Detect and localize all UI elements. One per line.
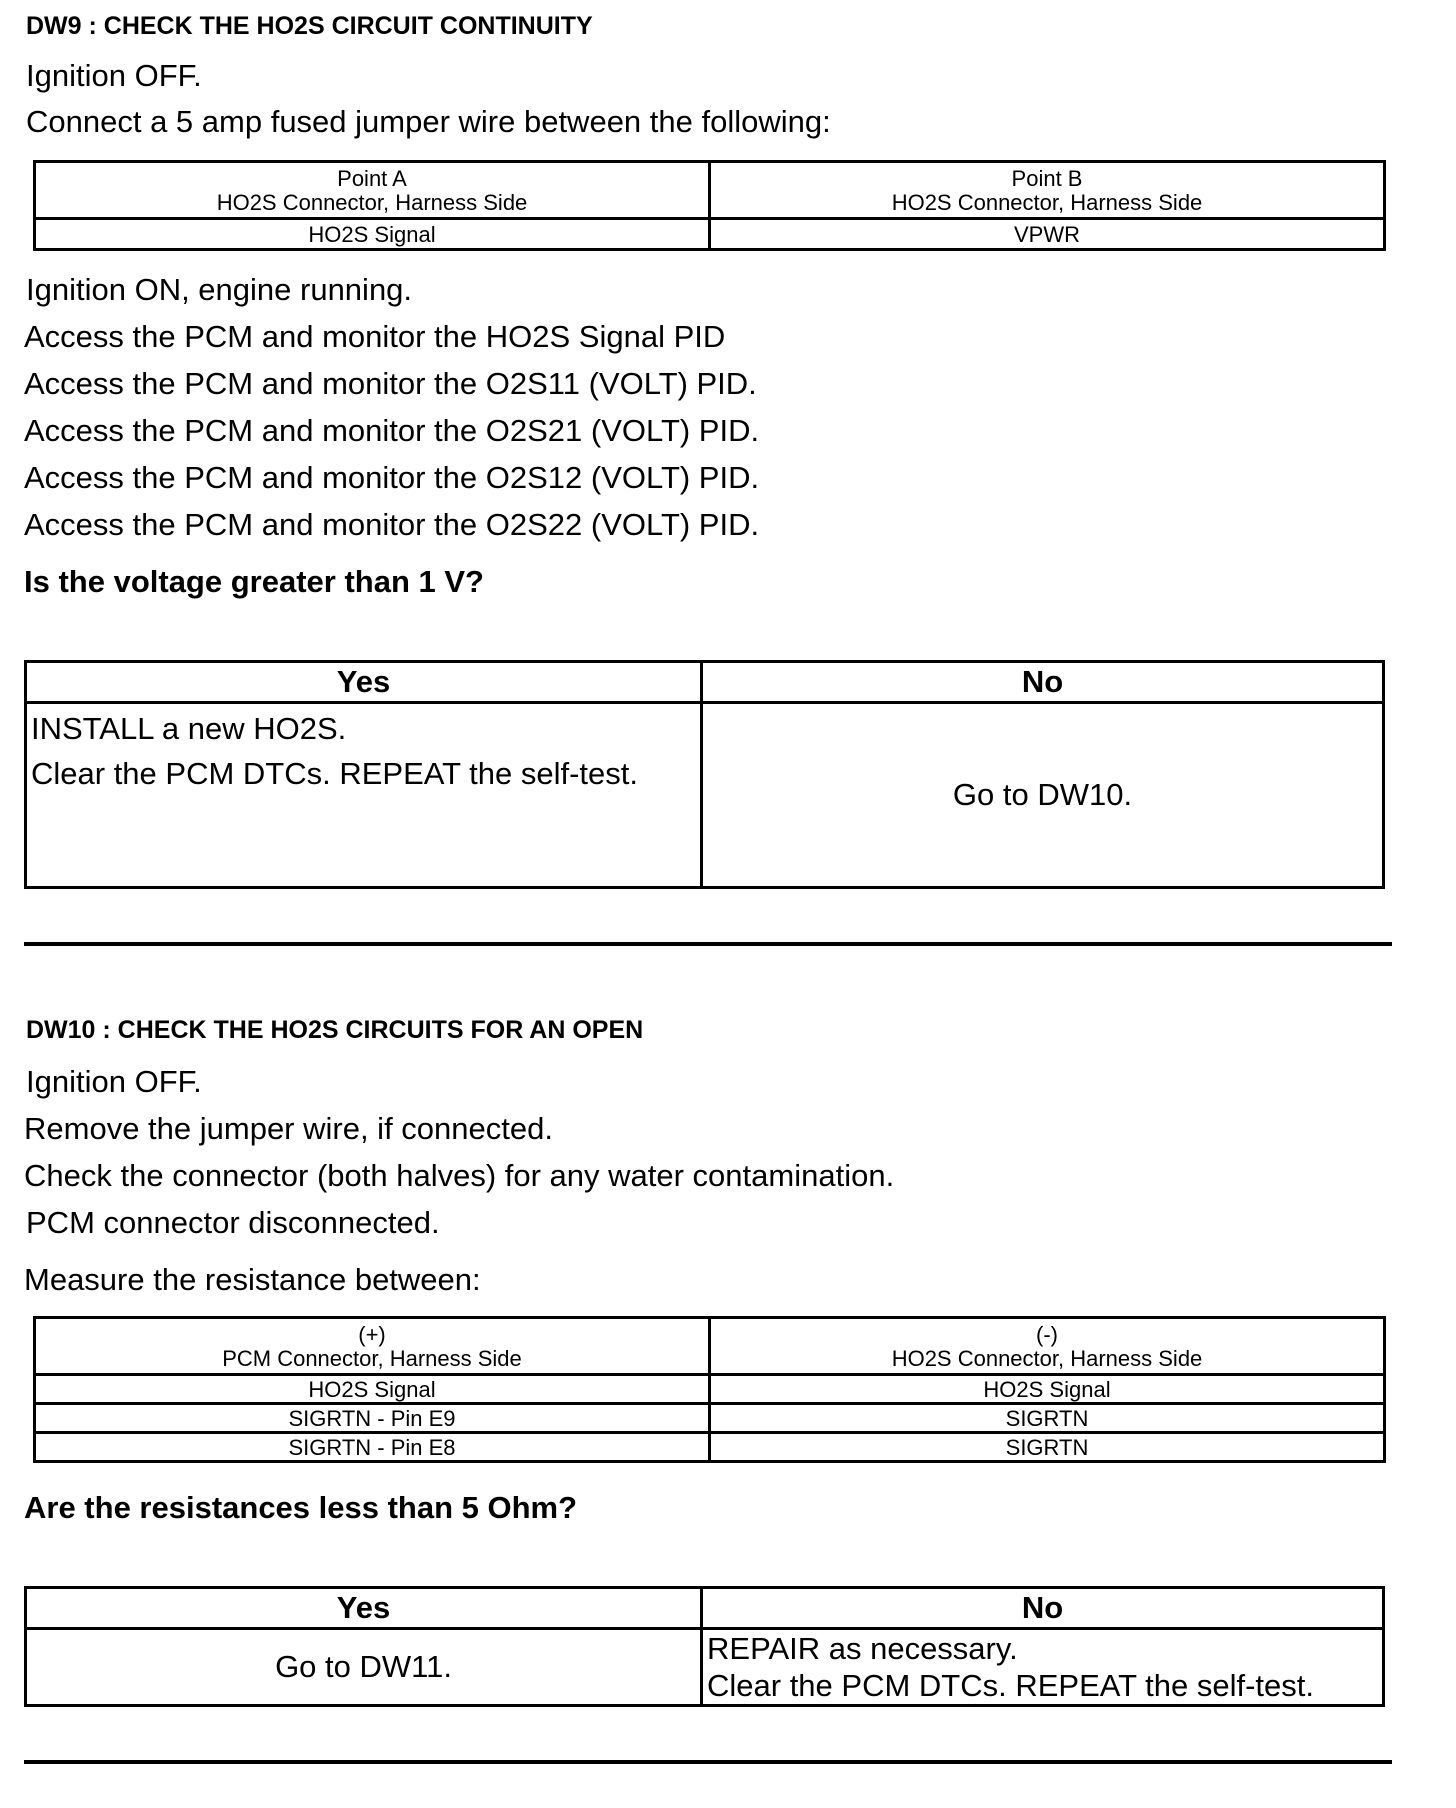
table-row [35, 1433, 1385, 1462]
negative-cell: SIGRTN [710, 1433, 1385, 1462]
dw9-connection-table [33, 160, 1386, 251]
dw10-question: Are the resistances less than 5 Ohm? [24, 1490, 578, 1525]
dw9-step-5: Access the PCM and monitor the O2S11 (VOLT) PID. [24, 366, 757, 401]
no-cell [702, 1629, 1384, 1706]
table-row [35, 1375, 1385, 1404]
positive-cell: HO2S Signal [35, 1375, 710, 1404]
decision-header-row [26, 1588, 1384, 1629]
yes-header: Yes [26, 662, 702, 703]
point-b-header [710, 162, 1385, 219]
no-line-1: REPAIR as necessary. [707, 1631, 1018, 1666]
dw9-question: Is the voltage greater than 1 V? [24, 564, 484, 599]
no-line-2: Clear the PCM DTCs. REPEAT the self-test. [707, 1668, 1314, 1703]
dw10-measure-text: Measure the resistance between: [24, 1262, 481, 1297]
dw10-decision-table [24, 1586, 1385, 1707]
no-cell: Go to DW10. [702, 703, 1384, 888]
positive-header [35, 1318, 710, 1375]
point-b-cell: VPWR [710, 219, 1385, 250]
negative-location: HO2S Connector, Harness Side [891, 1346, 1203, 1371]
point-a-label: Point A [337, 166, 407, 191]
yes-header: Yes [26, 1588, 702, 1629]
table-header-row [35, 162, 1385, 219]
point-a-cell: HO2S Signal [35, 219, 710, 250]
dw10-measure-table [33, 1316, 1386, 1463]
table-header-row [35, 1318, 1385, 1375]
negative-cell: SIGRTN [710, 1404, 1385, 1433]
dw10-step-1: Ignition OFF. [26, 1064, 202, 1099]
point-a-location: HO2S Connector, Harness Side [216, 190, 528, 215]
positive-cell: SIGRTN - Pin E9 [35, 1404, 710, 1433]
decision-row [26, 703, 1384, 888]
positive-label: (+) [358, 1322, 386, 1347]
no-header: No [702, 662, 1384, 703]
dw9-step-1: Ignition OFF. [26, 58, 202, 93]
no-header: No [702, 1588, 1384, 1629]
dw9-step-4: Access the PCM and monitor the HO2S Signal PID [24, 319, 726, 354]
dw10-step-4: PCM connector disconnected. [26, 1205, 440, 1240]
dw9-decision-table [24, 660, 1385, 889]
decision-row [26, 1629, 1384, 1706]
point-b-label: Point B [1011, 166, 1083, 191]
yes-cell: Go to DW11. [26, 1629, 702, 1706]
section-divider [24, 1760, 1392, 1764]
negative-header [710, 1318, 1385, 1375]
point-b-location: HO2S Connector, Harness Side [891, 190, 1203, 215]
dw9-step-2: Connect a 5 amp fused jumper wire between the following: [26, 104, 831, 139]
dw9-step-7: Access the PCM and monitor the O2S12 (VOLT) PID. [24, 460, 760, 495]
positive-cell: SIGRTN - Pin E8 [35, 1433, 710, 1462]
dw9-step-3: Ignition ON, engine running. [26, 272, 413, 307]
dw10-step-3: Check the connector (both halves) for any water contamination. [24, 1158, 895, 1193]
negative-label: (-) [1036, 1322, 1058, 1347]
section-divider [24, 942, 1392, 946]
dw10-step-2: Remove the jumper wire, if connected. [24, 1111, 553, 1146]
yes-cell [26, 703, 702, 888]
point-a-header [35, 162, 710, 219]
dw9-step-8: Access the PCM and monitor the O2S22 (VOLT) PID. [24, 507, 760, 542]
table-row [35, 219, 1385, 250]
dw10-heading: DW10 : CHECK THE HO2S CIRCUITS FOR AN OPEN [26, 1016, 644, 1044]
table-row [35, 1404, 1385, 1433]
dw9-step-6: Access the PCM and monitor the O2S21 (VOLT) PID. [24, 413, 760, 448]
decision-header-row [26, 662, 1384, 703]
dw9-heading: DW9 : CHECK THE HO2S CIRCUIT CONTINUITY [26, 12, 593, 40]
positive-location: PCM Connector, Harness Side [222, 1346, 522, 1371]
negative-cell: HO2S Signal [710, 1375, 1385, 1404]
yes-line-1: INSTALL a new HO2S. [31, 711, 347, 746]
yes-line-2: Clear the PCM DTCs. REPEAT the self-test. [31, 756, 638, 791]
